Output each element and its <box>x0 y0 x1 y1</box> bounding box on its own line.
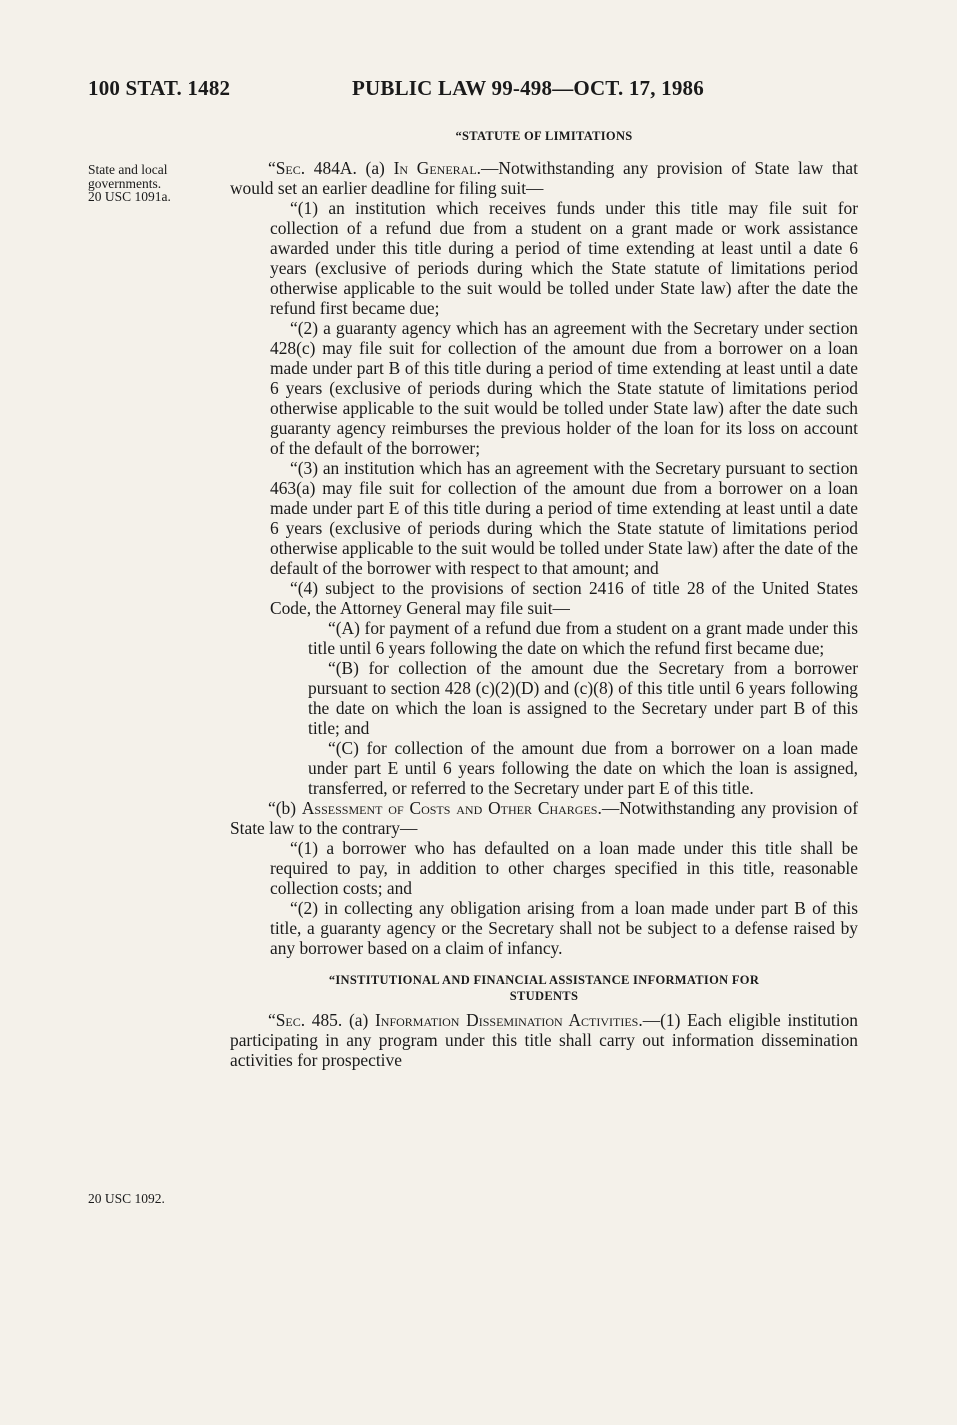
heading-line: “INSTITUTIONAL AND FINANCIAL ASSISTANCE INFORMATION FOR <box>328 973 760 987</box>
page-stat-reference: 100 STAT. 1482 <box>88 76 231 100</box>
subsection-caption: Assessment of Costs and Other Charges. <box>301 798 602 818</box>
paragraph-2: “(2) a guaranty agency which has an agreement with the Secretary under section 428(c) may file suit for collection of the amount due from a borrower on a loan made under part B of this title during a period of time extending at least until a date 6 years (exclusive of periods during which the State statute of limitations period otherwise applicable to the suit would be tolled under State law) after the date such guaranty agency reimburses the previous holder of the loan for its loss on account of the default of the borrower; <box>270 318 858 458</box>
paragraph-3: “(3) an institution which has an agreement with the Secretary pursuant to section 463(a) may file suit for collection of the amount due from a borrower on a loan made under part E of this title during a period of time extending at least until a date 6 years (exclusive of periods during which the State statute of limitations period otherwise applicable to the suit would be tolled under State law) after the date of the default of the borrower with respect to that amount; and <box>270 458 858 578</box>
margin-note-state-local <box>88 163 228 204</box>
paragraph-4: “(4) subject to the provisions of section 2416 of title 28 of the United States Code, the Attorney General may file suit— <box>270 578 858 618</box>
subsection-label: (a) <box>365 158 385 178</box>
subparagraph-b: “(B) for collection of the amount due the Secretary from a borrower pursuant to section 428 (c)(2)(D) and (c)(8) of this title until 6 years following the date on which the loan is assigned to the Secretary under part B of this title; and <box>308 658 858 738</box>
paragraph-1: “(1) an institution which receives funds under this title may file suit for collection of a refund due from a student on a grant made or work assistance awarded under this title during a period of time extending at least until a date 6 years (exclusive of periods during which the State statute of limitations period otherwise applicable to the suit would be tolled under State law) after the date the refund first became due; <box>270 198 858 318</box>
section-heading-statute-of-limitations: “STATUTE OF LIMITATIONS <box>455 129 633 143</box>
section-heading-institutional-info <box>230 972 858 1004</box>
subsection-text: —Notwithstanding any provision of State law that would set an earlier deadline for filing suit— <box>230 158 858 198</box>
margin-note-usc-1092: 20 USC 1092. <box>88 1191 165 1206</box>
subsection-label: “(b) <box>268 798 296 818</box>
section-484a-subsection-a <box>230 158 858 198</box>
subparagraph-a: “(A) for payment of a refund due from a student on a grant made under this title until 6 years following the date on which the refund first became due; <box>308 618 858 658</box>
margin-note-line: 20 USC 1091a. <box>88 189 171 204</box>
public-law-header: PUBLIC LAW 99-498—OCT. 17, 1986 <box>352 76 704 100</box>
subsection-caption: In General. <box>393 158 481 178</box>
margin-note-line: State and local <box>88 162 168 177</box>
statute-body-text <box>230 128 858 1070</box>
subsection-text: —Notwithstanding any provision of State law to the contrary— <box>230 798 858 838</box>
section-484a-subsection-b <box>230 798 858 838</box>
section-label: “Sec. 485. <box>268 1010 343 1030</box>
paragraph-b1: “(1) a borrower who has defaulted on a loan made under this title shall be required to pay, in addition to other charges specified in this title, reasonable collection costs; and <box>270 838 858 898</box>
subparagraph-c: “(C) for collection of the amount due from a borrower on a loan made under part E until 6 years following the date on which the loan is assigned, transferred, or referred to the Secretary under part E of this title. <box>308 738 858 798</box>
paragraph-b2: “(2) in collecting any obligation arising from a loan made under part B of this title, a guaranty agency or the Secretary shall not be subject to a defense raised by any borrower based on a claim of infancy. <box>270 898 858 958</box>
heading-line: STUDENTS <box>509 989 579 1003</box>
subsection-text: —(1) Each eligible institution participating in any program under this title shall carry out information dissemination activities for prospective <box>230 1010 858 1070</box>
subsection-label: (a) <box>348 1010 369 1030</box>
margin-note-line: governments. <box>88 175 162 191</box>
section-label: “Sec. 484A. <box>268 158 357 178</box>
section-485-subsection-a <box>230 1010 858 1070</box>
subsection-caption: Information Dissemination Activities. <box>374 1010 643 1030</box>
